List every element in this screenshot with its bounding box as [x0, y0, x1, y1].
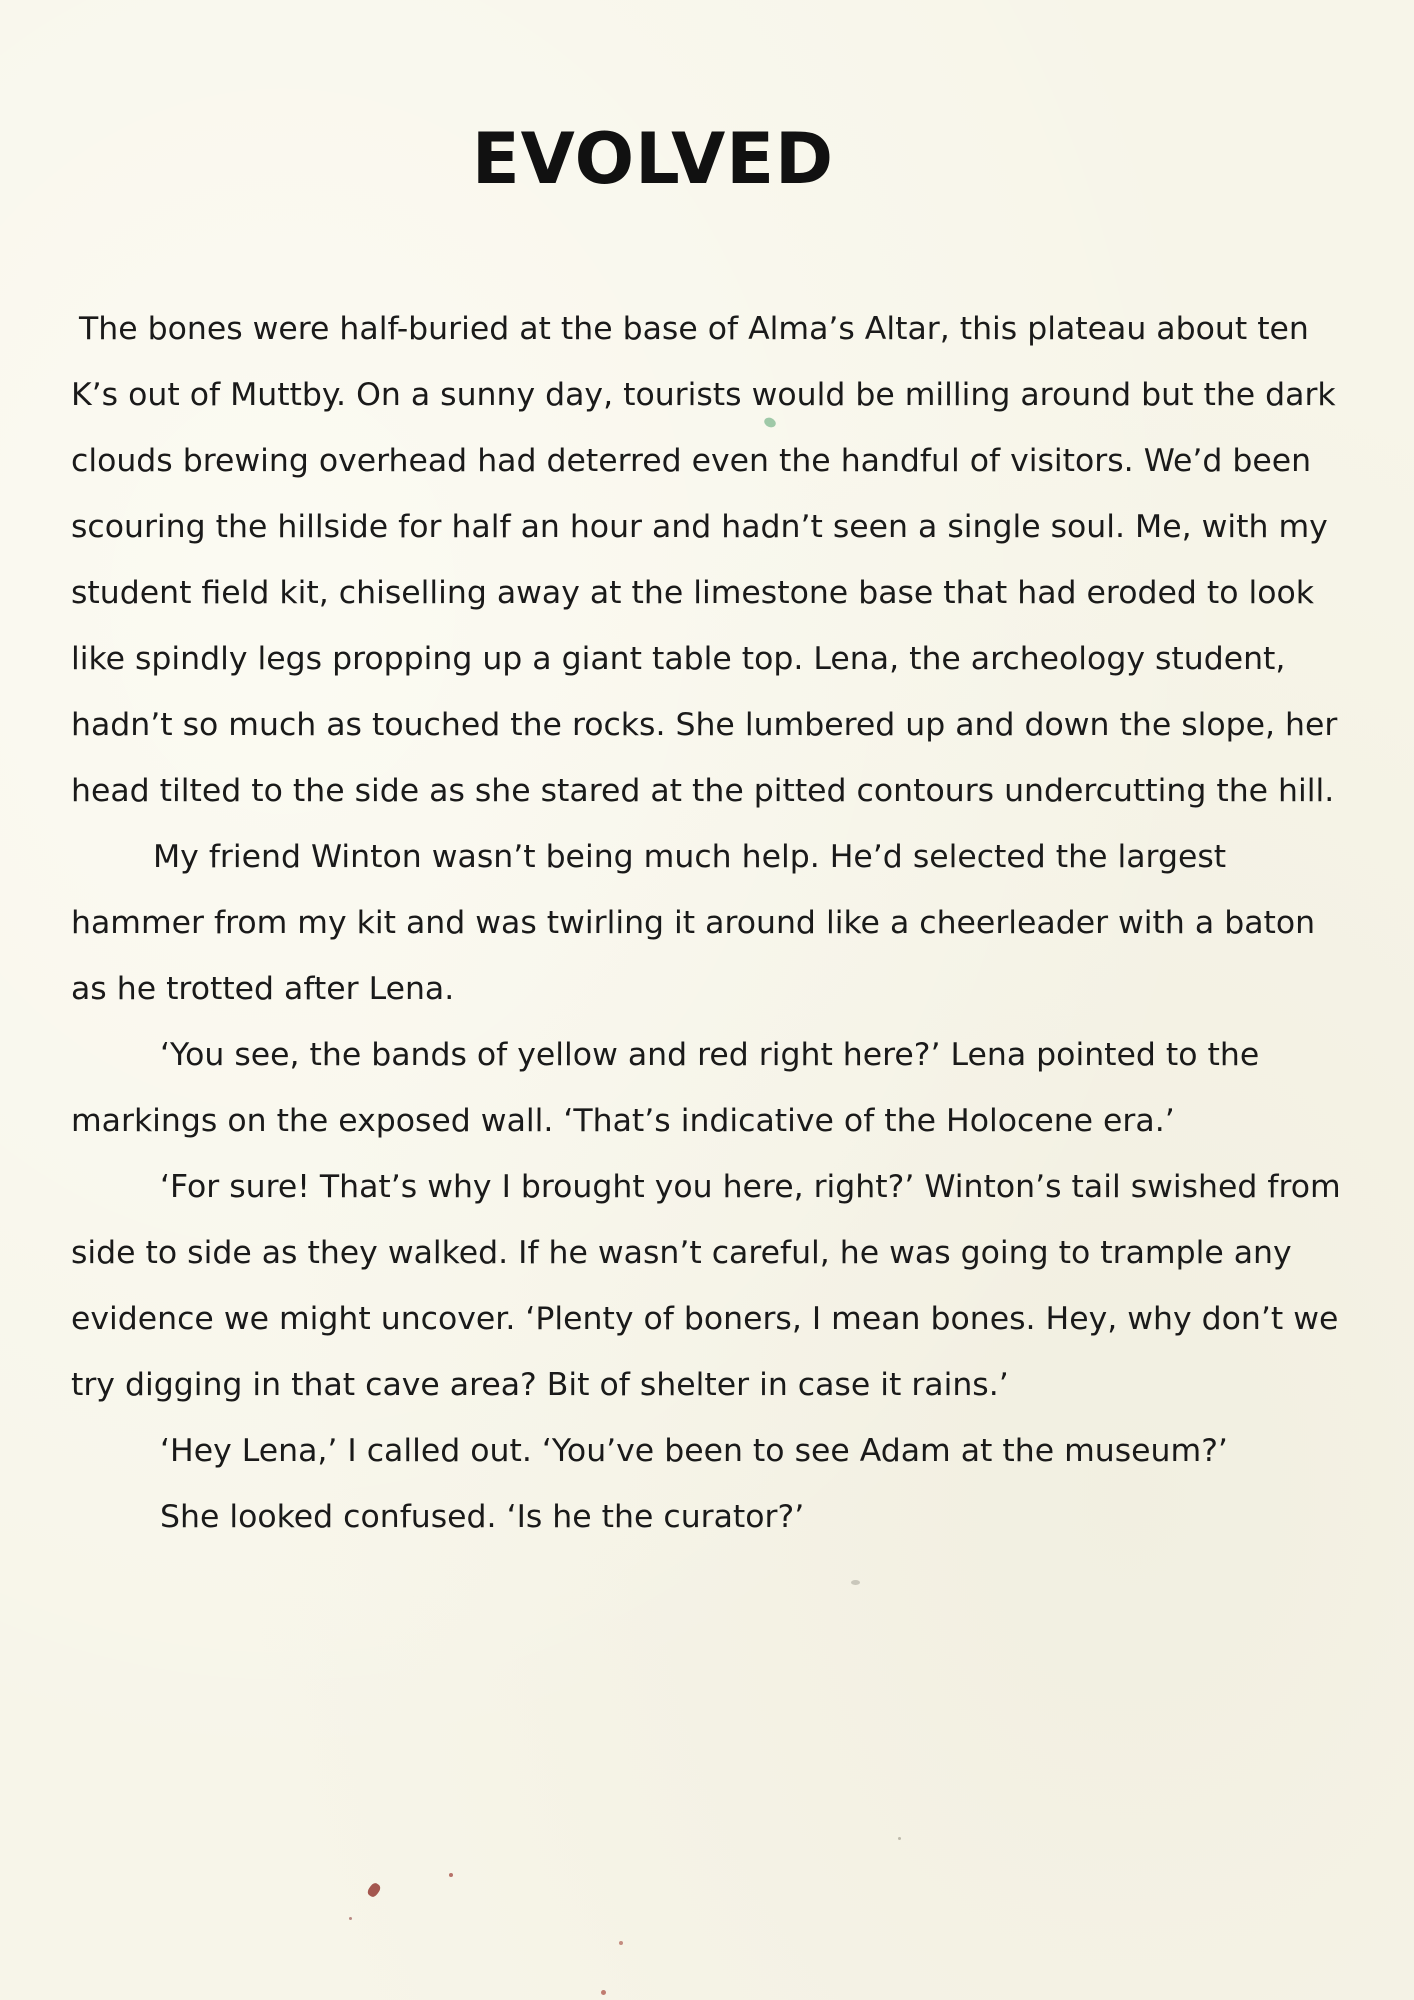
paragraph-1: The bones were half-buried at the base of Alma’s Altar, this plateau about ten K’s out of Muttby. On a sunny day, tourists would be milling around but the dark clouds brewing overhead had deterred even the handful of visitors. We’d been scouring the hillside for half an hour and hadn’t seen a single soul. Me, with my student field kit, chiselling away at the limestone base that had eroded to look like spindly legs propping up a giant table top. Lena, the archeology student, hadn’t so much as touched the rocks. She lumbered up and down the slope, her head tilted to the side as she stared at the pitted contours undercutting the hill.	[71, 311, 1338, 809]
paragraph-4: ‘For sure! That’s why I brought you here, right?’ Winton’s tail swished from side to side as they walked. If he wasn’t careful, he was going to trample any evidence we might uncover. ‘Plenty of boners, I mean bones. Hey, why don’t we try digging in that cave area? Bit of shelter in case it rains.’	[71, 1169, 1341, 1403]
paper-speck-red-5	[601, 1990, 606, 1995]
story-title: EVOLVED	[471, 118, 835, 200]
paragraph-3: ‘You see, the bands of yellow and red right here?’ Lena pointed to the markings on the exposed wall. ‘That’s indicative of the Holocene era.’	[71, 1037, 1260, 1139]
paragraph-2: My friend Winton wasn’t being much help. He’d selected the largest hammer from my kit and was twirling it around like a cheerleader with a baton as he trotted after Lena.	[71, 839, 1316, 1007]
story-body	[71, 296, 1345, 1550]
paper-speck-red-2	[449, 1873, 453, 1877]
paper-speck-red-3	[349, 1917, 352, 1920]
paper-speck-grey	[851, 1580, 860, 1585]
paper-speck-red-1	[366, 1881, 382, 1898]
paragraph-5: ‘Hey Lena,’ I called out. ‘You’ve been to see Adam at the museum?’	[160, 1433, 1228, 1469]
paper-speck-grey-2	[898, 1837, 901, 1840]
paper-speck-red-4	[619, 1941, 623, 1945]
paragraph-6: She looked confused. ‘Is he the curator?’	[160, 1499, 805, 1535]
